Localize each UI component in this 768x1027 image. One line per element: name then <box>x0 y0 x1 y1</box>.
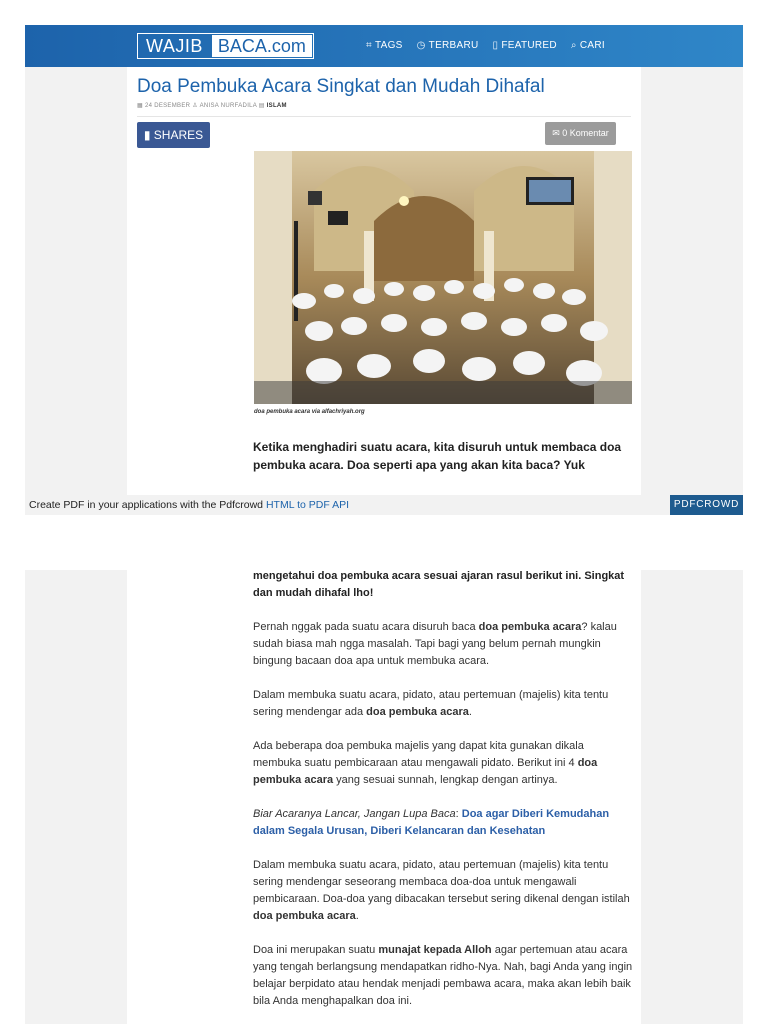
newest-icon: ◷ <box>416 40 426 51</box>
article-category[interactable]: ISLAM <box>266 103 287 109</box>
nav-featured[interactable] <box>493 40 557 51</box>
tags-icon: ⌗ <box>366 40 372 51</box>
shares-label: SHARES <box>153 128 204 142</box>
p1-text-a: Pernah nggak pada suatu acara disuruh baca <box>253 621 479 633</box>
body-paragraph-6 <box>253 942 635 1010</box>
p5-text-a: Dalam membuka suatu acara, pidato, atau pertemuan (majelis) kita tentu sering mendengar seseorang membaca doa-doa untuk mengawali pembicaraan. Doa-doa yang dibacakan tersebut sering dikenal dengan istilah <box>253 859 630 905</box>
nav-links <box>366 40 605 51</box>
search-icon: ⌕ <box>570 40 577 51</box>
share-icon: ▮ <box>143 128 151 142</box>
article-date: 24 DESEMBER <box>144 103 191 109</box>
pdfcrowd-footer <box>25 495 743 515</box>
p6-text-c: agar pertemuan atau acara yang tengah berlangsung mendapatkan ridho-Nya. Nah, bagi Anda yang ingin belajar berpidato atau hendak menjadi pembawa acara, maka akan lebih baik bila Anda menghapalkan doa ini. <box>253 944 633 1007</box>
article-author[interactable]: ANISA NURFADILA <box>199 103 257 109</box>
p3-text-c: yang sesuai sunnah, lengkap dengan artinya. <box>333 774 558 786</box>
logo-text-left: WAJIB <box>146 36 203 56</box>
p1-bold: doa pembuka acara <box>478 621 582 633</box>
comments-label: 0 Komentar <box>562 128 609 138</box>
body-paragraph-2 <box>253 687 635 721</box>
nav-terbaru[interactable] <box>417 40 479 51</box>
p2-text-c: . <box>468 706 472 718</box>
p2-text-a: Dalam membuka suatu acara, pidato, atau pertemuan (majelis) kita tentu sering mendengar ada <box>253 689 609 718</box>
pdfcrowd-text: Create PDF in your applications with the Pdfcrowd <box>29 499 264 511</box>
logo-text-right: BACA.com <box>212 35 312 57</box>
p4-italic: Biar Acaranya Lancar, Jangan Lupa Baca <box>253 808 456 820</box>
nav-terbaru-label: TERBARU <box>428 40 479 51</box>
nav-cari[interactable] <box>571 40 605 51</box>
image-caption: doa pembuka acara via alfachriyah.org <box>254 409 365 415</box>
p6-bold: munajat kepada Alloh <box>378 944 492 956</box>
p1-text-c: ? kalau sudah biasa mah ngga masalah. Tapi bagi yang belum pernah mungkin bingung bacaan doa apa untuk membuka acara. <box>253 621 617 667</box>
author-icon: ♙ <box>192 103 198 109</box>
nav-cari-label: CARI <box>579 40 605 51</box>
body-paragraph-5 <box>253 857 635 925</box>
shares-button[interactable] <box>137 122 210 148</box>
article-body <box>253 568 635 1027</box>
pdfcrowd-footer-text <box>29 495 349 515</box>
nav-tags-label: TAGS <box>374 40 403 51</box>
p6-text-a: Doa ini merupakan suatu <box>253 944 379 956</box>
calendar-icon: ▦ <box>137 103 143 109</box>
site-logo[interactable] <box>137 33 314 59</box>
p3-text-a: Ada beberapa doa pembuka majelis yang dapat kita gunakan dikala membuka suatu pembicaraan atau mengawali pidato. Berikut ini 4 <box>253 740 584 769</box>
right-margin-page2 <box>641 570 743 1024</box>
comment-icon: ✉ <box>552 128 560 138</box>
p5-text-c: . <box>355 910 359 922</box>
nav-featured-label: FEATURED <box>501 40 557 51</box>
body-lead: mengetahui doa pembuka acara sesuai ajaran rasul berikut ini. Singkat dan mudah dihafal lho! <box>253 570 625 599</box>
left-margin-page2 <box>25 570 127 1024</box>
category-icon: ▤ <box>258 103 265 109</box>
article-title: Doa Pembuka Acara Singkat dan Mudah Dihafal <box>137 76 545 97</box>
p5-bold: doa pembuka acara <box>253 910 356 922</box>
p3-bold: doa pembuka acara <box>253 757 598 786</box>
body-paragraph-1 <box>253 619 635 670</box>
right-margin <box>641 67 743 495</box>
article-meta <box>137 102 287 109</box>
featured-icon: ▯ <box>492 40 499 51</box>
body-paragraph-3 <box>253 738 635 789</box>
nav-tags[interactable] <box>366 40 403 51</box>
p2-bold: doa pembuka acara <box>366 706 469 718</box>
divider <box>137 116 631 117</box>
article-image <box>254 151 632 404</box>
related-article-link[interactable]: Doa agar Diberi Kemudahan dalam Segala Urusan, Diberi Kelancaran dan Kesehatan <box>253 808 610 837</box>
comments-button[interactable] <box>545 122 616 145</box>
body-paragraph-4: Biar Acaranya Lancar, Jangan Lupa Baca: Doa agar Diberi Kemudahan dalam Segala Urusan, Diberi Kelancaran dan Kesehatan <box>253 808 610 837</box>
pdfcrowd-link[interactable]: HTML to PDF API <box>265 499 349 511</box>
pdfcrowd-button[interactable]: PDFCROWD <box>670 495 743 515</box>
left-margin <box>25 67 127 495</box>
article-intro: Ketika menghadiri suatu acara, kita disuruh untuk membaca doa pembuka acara. Doa seperti apa yang akan kita baca? Yuk <box>253 440 622 472</box>
